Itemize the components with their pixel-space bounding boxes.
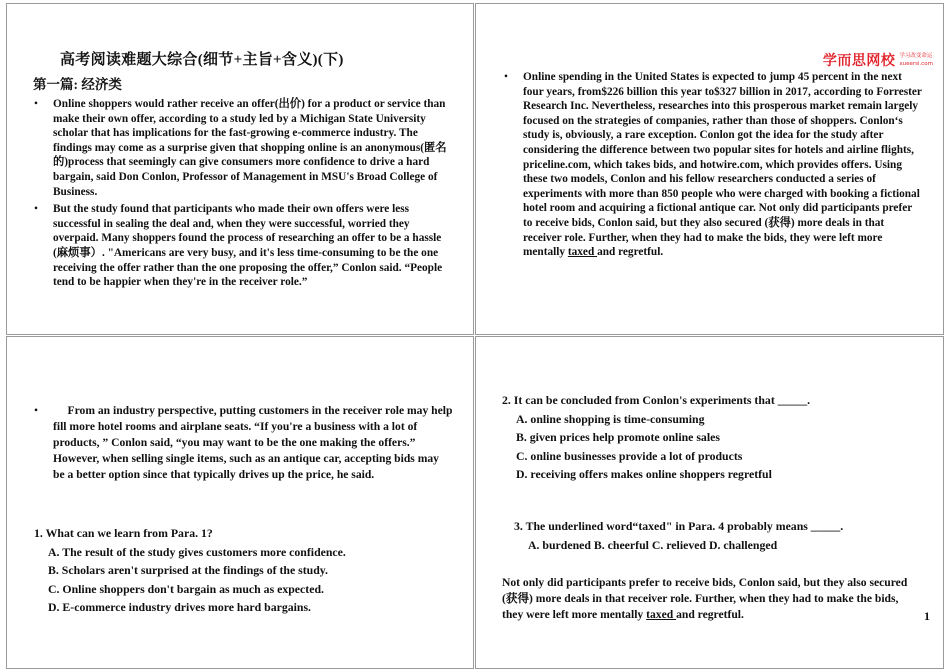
paragraph-3: • Online spending in the United States is expected to jump 45 percent in the next four years, from$226 billion this year to$327 billion in 2017, according to Forrester Research Inc. Nevertheless, researches into this prosperous market remain largely focused on the strategies of companies, rather than those of shoppers. Conlon‘s study is, obviously, a rare exception. Conlon got the idea for the study after considering the difference between two popular sites for hotels and airline flights, priceline.com, which takes bids, and hotwire.com, which provides offers. Using these two models, Conlon and his fellow researchers conducted a series of experiments with more than 850 people who were charged with booking a fictional hotel room and acquiring a fictional antique car. Not only did participants prefer to receive bids, Conlon said, but they also secured (获得) more deals in that receiver role. Further, when they had to make the bids, they were left more mentally taxed and regretful. <box>503 70 923 260</box>
passage-paragraphs <box>33 97 448 293</box>
option-b: B. given prices help promote online sales <box>516 430 720 445</box>
logo-text: 学而思网校 <box>822 53 896 69</box>
question-3 <box>514 517 843 554</box>
slide-3 <box>6 336 474 669</box>
question-stem: 3. The underlined word“taxed" in Para. 4 probably means _____. <box>514 519 844 533</box>
slide-2 <box>475 3 944 335</box>
paragraph-2: • But the study found that participants who made their own offers were less successful in sealing the deal and, when they were successful, worried they overpaid. Many shoppers found the process of researching an offer to be a hassle (麻烦事）. "Americans are very busy, and it's less time-consuming to be the one receiving the offer rather than the one proposing the offer,” Conlon said. “People tend to be happier when they're in the receiver role.” <box>33 202 448 290</box>
option-a: A. online shopping is time-consuming <box>516 411 705 426</box>
paragraph-1: • Online shoppers would rather receive an offer(出价) for a product or service than make their own offer, according to a study led by a Michigan State University scholar that has implications for the fast-growing e-commerce industry. The findings may come as a surprise given that shopping online is an anonymous(匿名的)process that seemingly can give consumers more confidence to drive a hard bargain, said Don Conlon, Professor of Management in MSU's Broad College of Business. <box>33 97 448 199</box>
underlined-word: taxed <box>646 608 677 621</box>
page-number: 1 <box>924 609 930 623</box>
question-stem: 1. What can we learn from Para. 1? <box>34 526 213 540</box>
option-a: A. The result of the study gives customers more confidence. <box>48 544 346 559</box>
option-c: C. online businesses provide a lot of products <box>516 448 743 463</box>
question-stem: 2. It can be concluded from Conlon's experiments that _____. <box>502 393 811 407</box>
brand-logo <box>823 50 933 70</box>
question-1 <box>34 524 346 617</box>
question-2 <box>502 391 810 484</box>
slide-4 <box>475 336 944 669</box>
passage-paragraphs <box>503 70 923 263</box>
quoted-passage: Not only did participants prefer to receive bids, Conlon said, but they also secured (获得) more deals in that receiver role. Further, when they had to make the bids, they were left more mentally taxed and regretful. <box>502 576 908 621</box>
section-subtitle: 第一篇: 经济类 <box>33 77 122 92</box>
option-d: D. E-commerce industry drives more hard bargains. <box>48 600 312 615</box>
logo-slogan: 学习改变命运 <box>899 53 933 59</box>
paragraph-4: • From an industry perspective, putting customers in the receiver role may help fill more hotel rooms and airplane seats. “If you're a business with a lot of products, ” Conlon said, “you may want to be the one making the offers.” However, when selling single items, such as an antique car, accepting bids may be a better option since that typically drives up the price, he said. <box>33 403 453 483</box>
option-c: C. Online shoppers don't bargain as much as expected. <box>48 581 324 596</box>
passage-paragraphs <box>33 403 456 486</box>
option-d: D. receiving offers makes online shoppers regretful <box>516 467 772 482</box>
page-title: 高考阅读难题大综合(细节+主旨+含义)(下) <box>60 52 344 68</box>
underlined-word: taxed <box>567 246 598 259</box>
options-line: A. burdened B. cheerful C. relieved D. challenged <box>528 537 778 552</box>
option-b: B. Scholars aren't surprised at the findings of the study. <box>48 563 328 578</box>
slide-1 <box>6 3 474 335</box>
logo-url: xueersi.com <box>899 61 933 67</box>
